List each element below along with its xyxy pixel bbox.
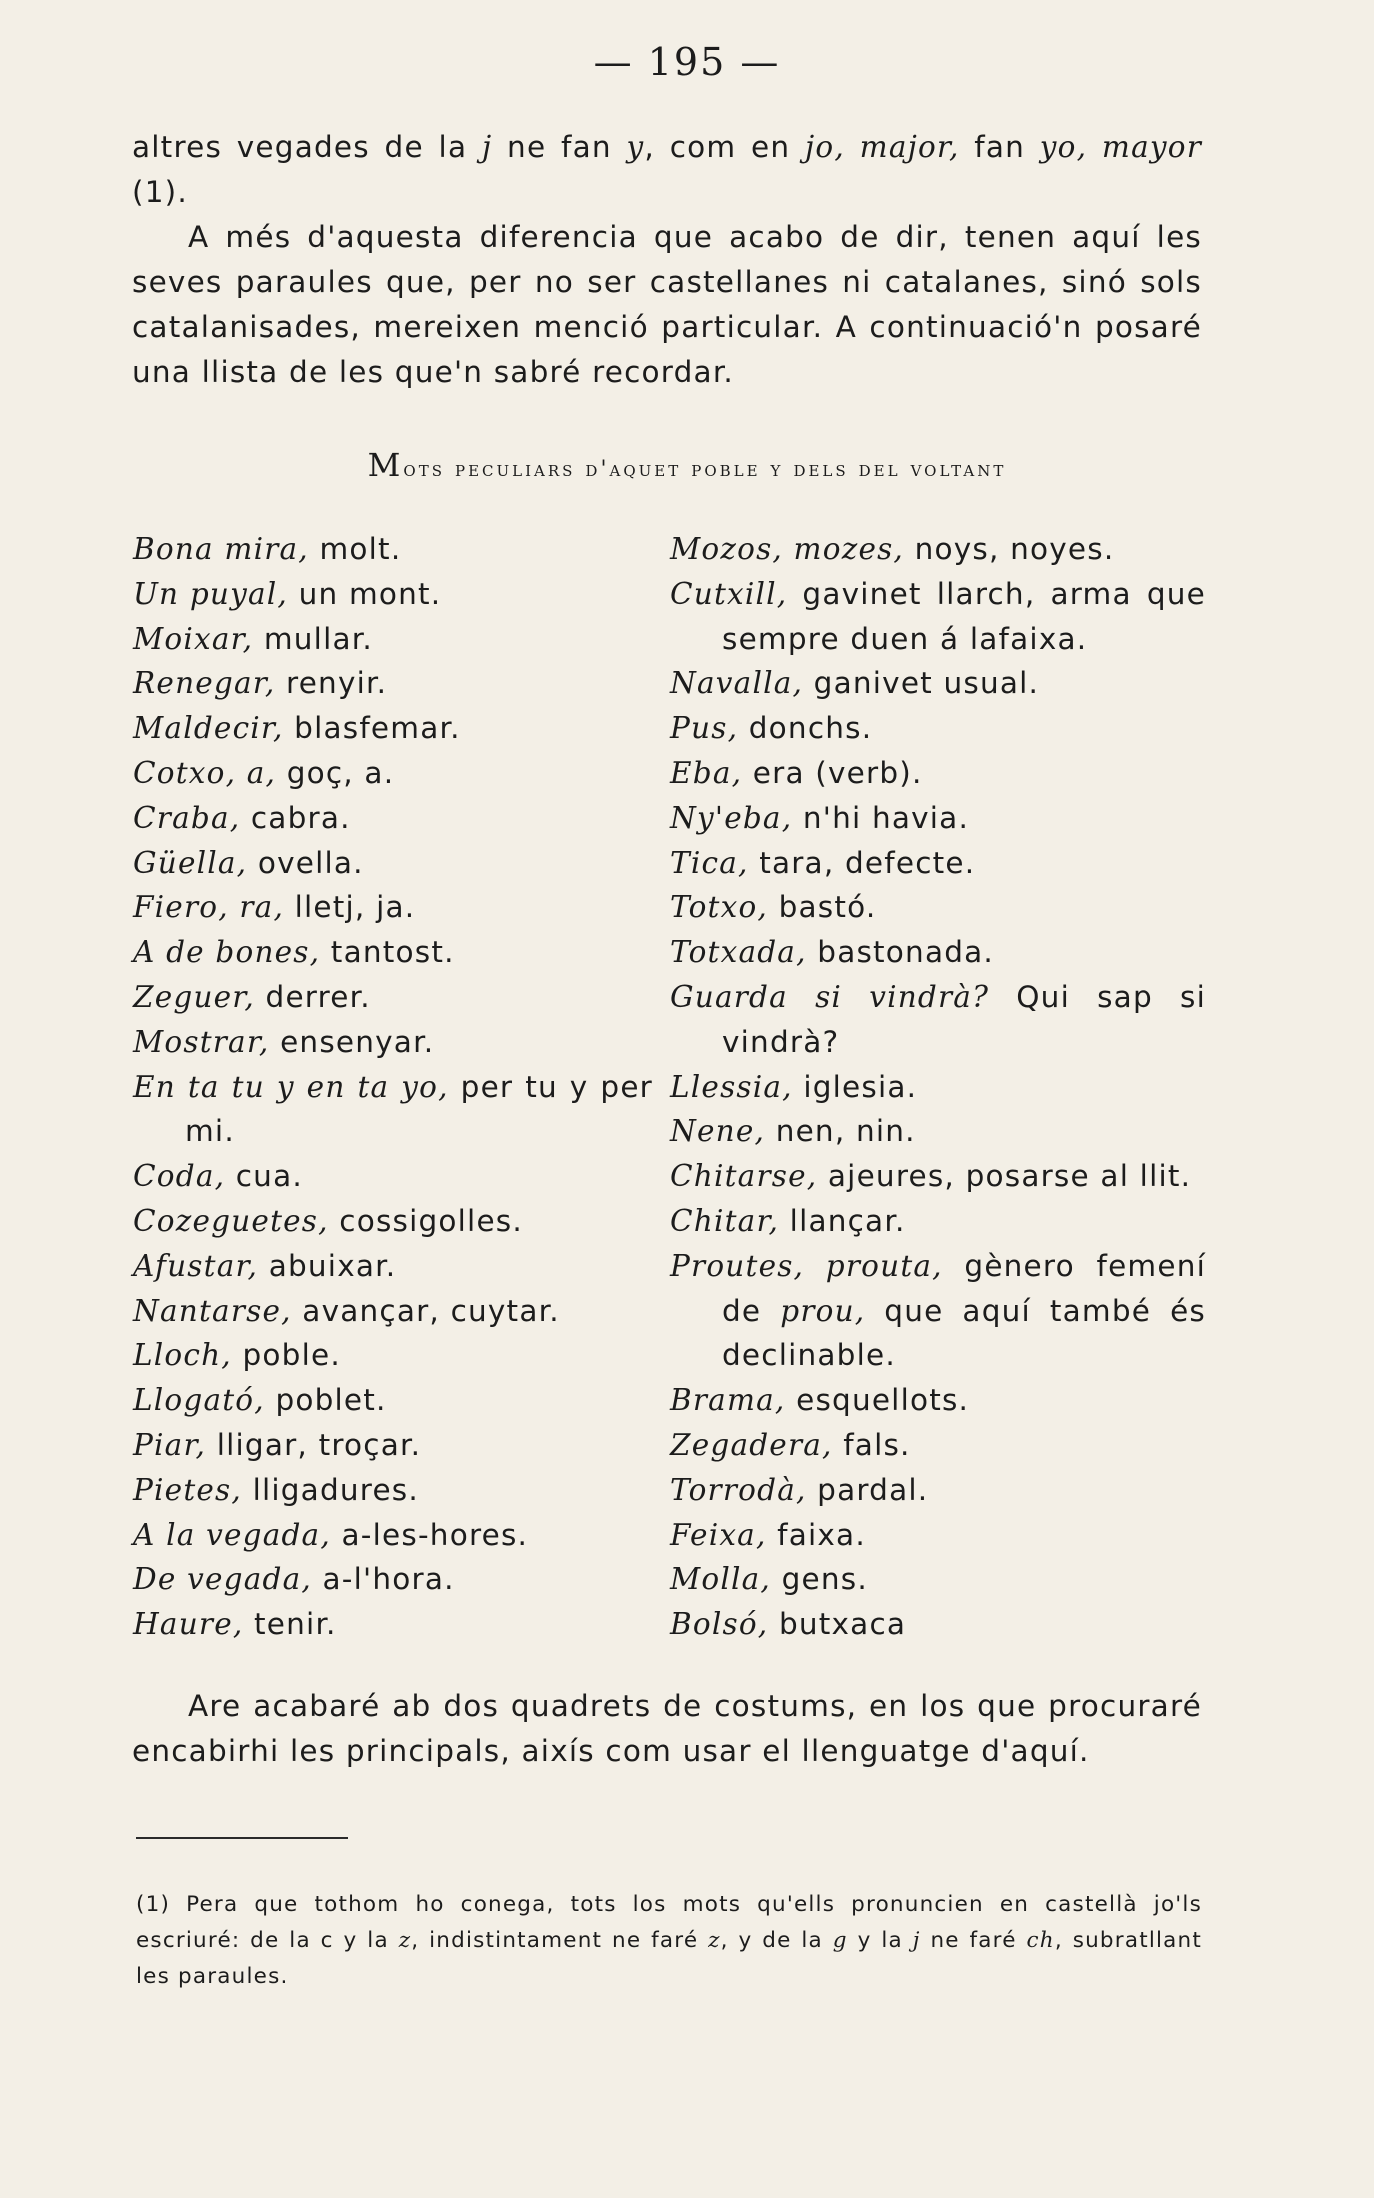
list-item: Chitarse, ajeures, posarse al llit. — [670, 1159, 1192, 1194]
list-item: Lloch, poble. — [133, 1338, 341, 1373]
list-item: Tica, tara, defecte. — [670, 845, 976, 880]
list-item: Totxo, bastó. — [670, 890, 877, 925]
closing-paragraph: Are acabaré ab dos quadrets de costums, en los que procuraré encabirhi les principals, aixís com usar el llenguatge d'aquí. — [132, 1689, 1202, 1768]
list-item: Cotxo, a, goç, a. — [133, 755, 395, 790]
list-item: A la vegada, a-les-hores. — [133, 1517, 529, 1552]
right-word-list — [670, 527, 1206, 1647]
list-item: Mostrar, ensenyar. — [133, 1024, 435, 1059]
list-item: Güella, ovella. — [133, 845, 364, 880]
list-item: Maldecir, blasfemar. — [133, 711, 461, 746]
list-item: Afustar, abuixar. — [133, 1248, 397, 1283]
footnote: (1) Pera que tothom ho conega, tots los mots qu'ells pronuncien en castellà jo'ls escriuré: de la c y la z, indistintament ne faré z, y de la g y la j ne faré ch, subratllant les paraules. — [136, 1892, 1202, 1989]
list-item: En ta tu y en ta yo, per tu y per mi. — [133, 1069, 654, 1149]
list-item: Mozos, mozes, noys, noyes. — [670, 532, 1115, 566]
list-item: Craba, cabra. — [133, 800, 351, 835]
list-item: Eba, era (verb). — [670, 755, 923, 790]
list-item: A de bones, tantost. — [133, 935, 455, 970]
list-item: Torrodà, pardal. — [670, 1472, 929, 1507]
intro-line-1: altres vegades de la j ne fan y, com en jo, major, fan yo, mayor (1). — [132, 130, 1203, 209]
intro-paragraph — [132, 125, 1202, 395]
section-heading: Mots peculiars d'aquet poble y dels del voltant — [367, 446, 1007, 484]
list-item: Llogató, poblet. — [133, 1383, 387, 1418]
list-item: Renegar, renyir. — [133, 666, 388, 701]
list-item: Pietes, lligadures. — [133, 1472, 419, 1507]
list-item: Nene, nen, nin. — [670, 1114, 916, 1149]
list-item: Bona mira, molt. — [133, 532, 402, 566]
list-item: Chitar, llançar. — [670, 1203, 906, 1238]
page-number: — 195 — — [593, 40, 781, 84]
list-item: Coda, cua. — [133, 1159, 303, 1194]
list-item: Totxada, bastonada. — [670, 935, 995, 970]
list-item: Fiero, ra, lletj, ja. — [133, 890, 416, 925]
list-item: Proutes, prouta, gènero femení de prou, que aquí també és declinable. — [670, 1248, 1206, 1373]
list-item: Molla, gens. — [670, 1562, 868, 1597]
list-item: Cutxill, gavinet llarch, arma que sempre duen á lafaixa. — [670, 576, 1206, 656]
list-item: De vegada, a-l'hora. — [133, 1562, 455, 1597]
footnote-divider — [136, 1837, 348, 1839]
list-item: Llessia, iglesia. — [670, 1069, 918, 1104]
intro-body: A més d'aquesta diferencia que acabo de dir, tenen aquí les seves paraules que, per no ser castellanes ni catalanes, sinó sols catalanisades, mereixen menció particular. A continuació'n posaré una llista de les que'n sabré recordar. — [132, 220, 1202, 389]
list-item: Zeguer, derrer. — [133, 979, 371, 1014]
list-item: Un puyal, un mont. — [133, 576, 442, 611]
list-item: Brama, esquellots. — [670, 1383, 970, 1418]
list-item: Piar, lligar, troçar. — [133, 1427, 422, 1462]
list-item: Cozeguetes, cossigolles. — [133, 1203, 523, 1238]
list-item: Moixar, mullar. — [133, 621, 373, 656]
list-item: Nantarse, avançar, cuytar. — [133, 1293, 560, 1328]
list-item: Zegadera, fals. — [670, 1427, 911, 1462]
list-item: Pus, donchs. — [670, 711, 873, 746]
list-item: Haure, tenir. — [133, 1607, 337, 1642]
list-item: Ny'eba, n'hi havia. — [670, 800, 970, 835]
list-item: Navalla, ganivet usual. — [670, 666, 1040, 701]
list-item: Guarda si vindrà? Qui sap si vindrà? — [670, 979, 1206, 1059]
list-item: Feixa, faixa. — [670, 1517, 866, 1552]
left-word-list — [133, 527, 653, 1647]
list-item: Bolsó, butxaca — [670, 1607, 907, 1642]
